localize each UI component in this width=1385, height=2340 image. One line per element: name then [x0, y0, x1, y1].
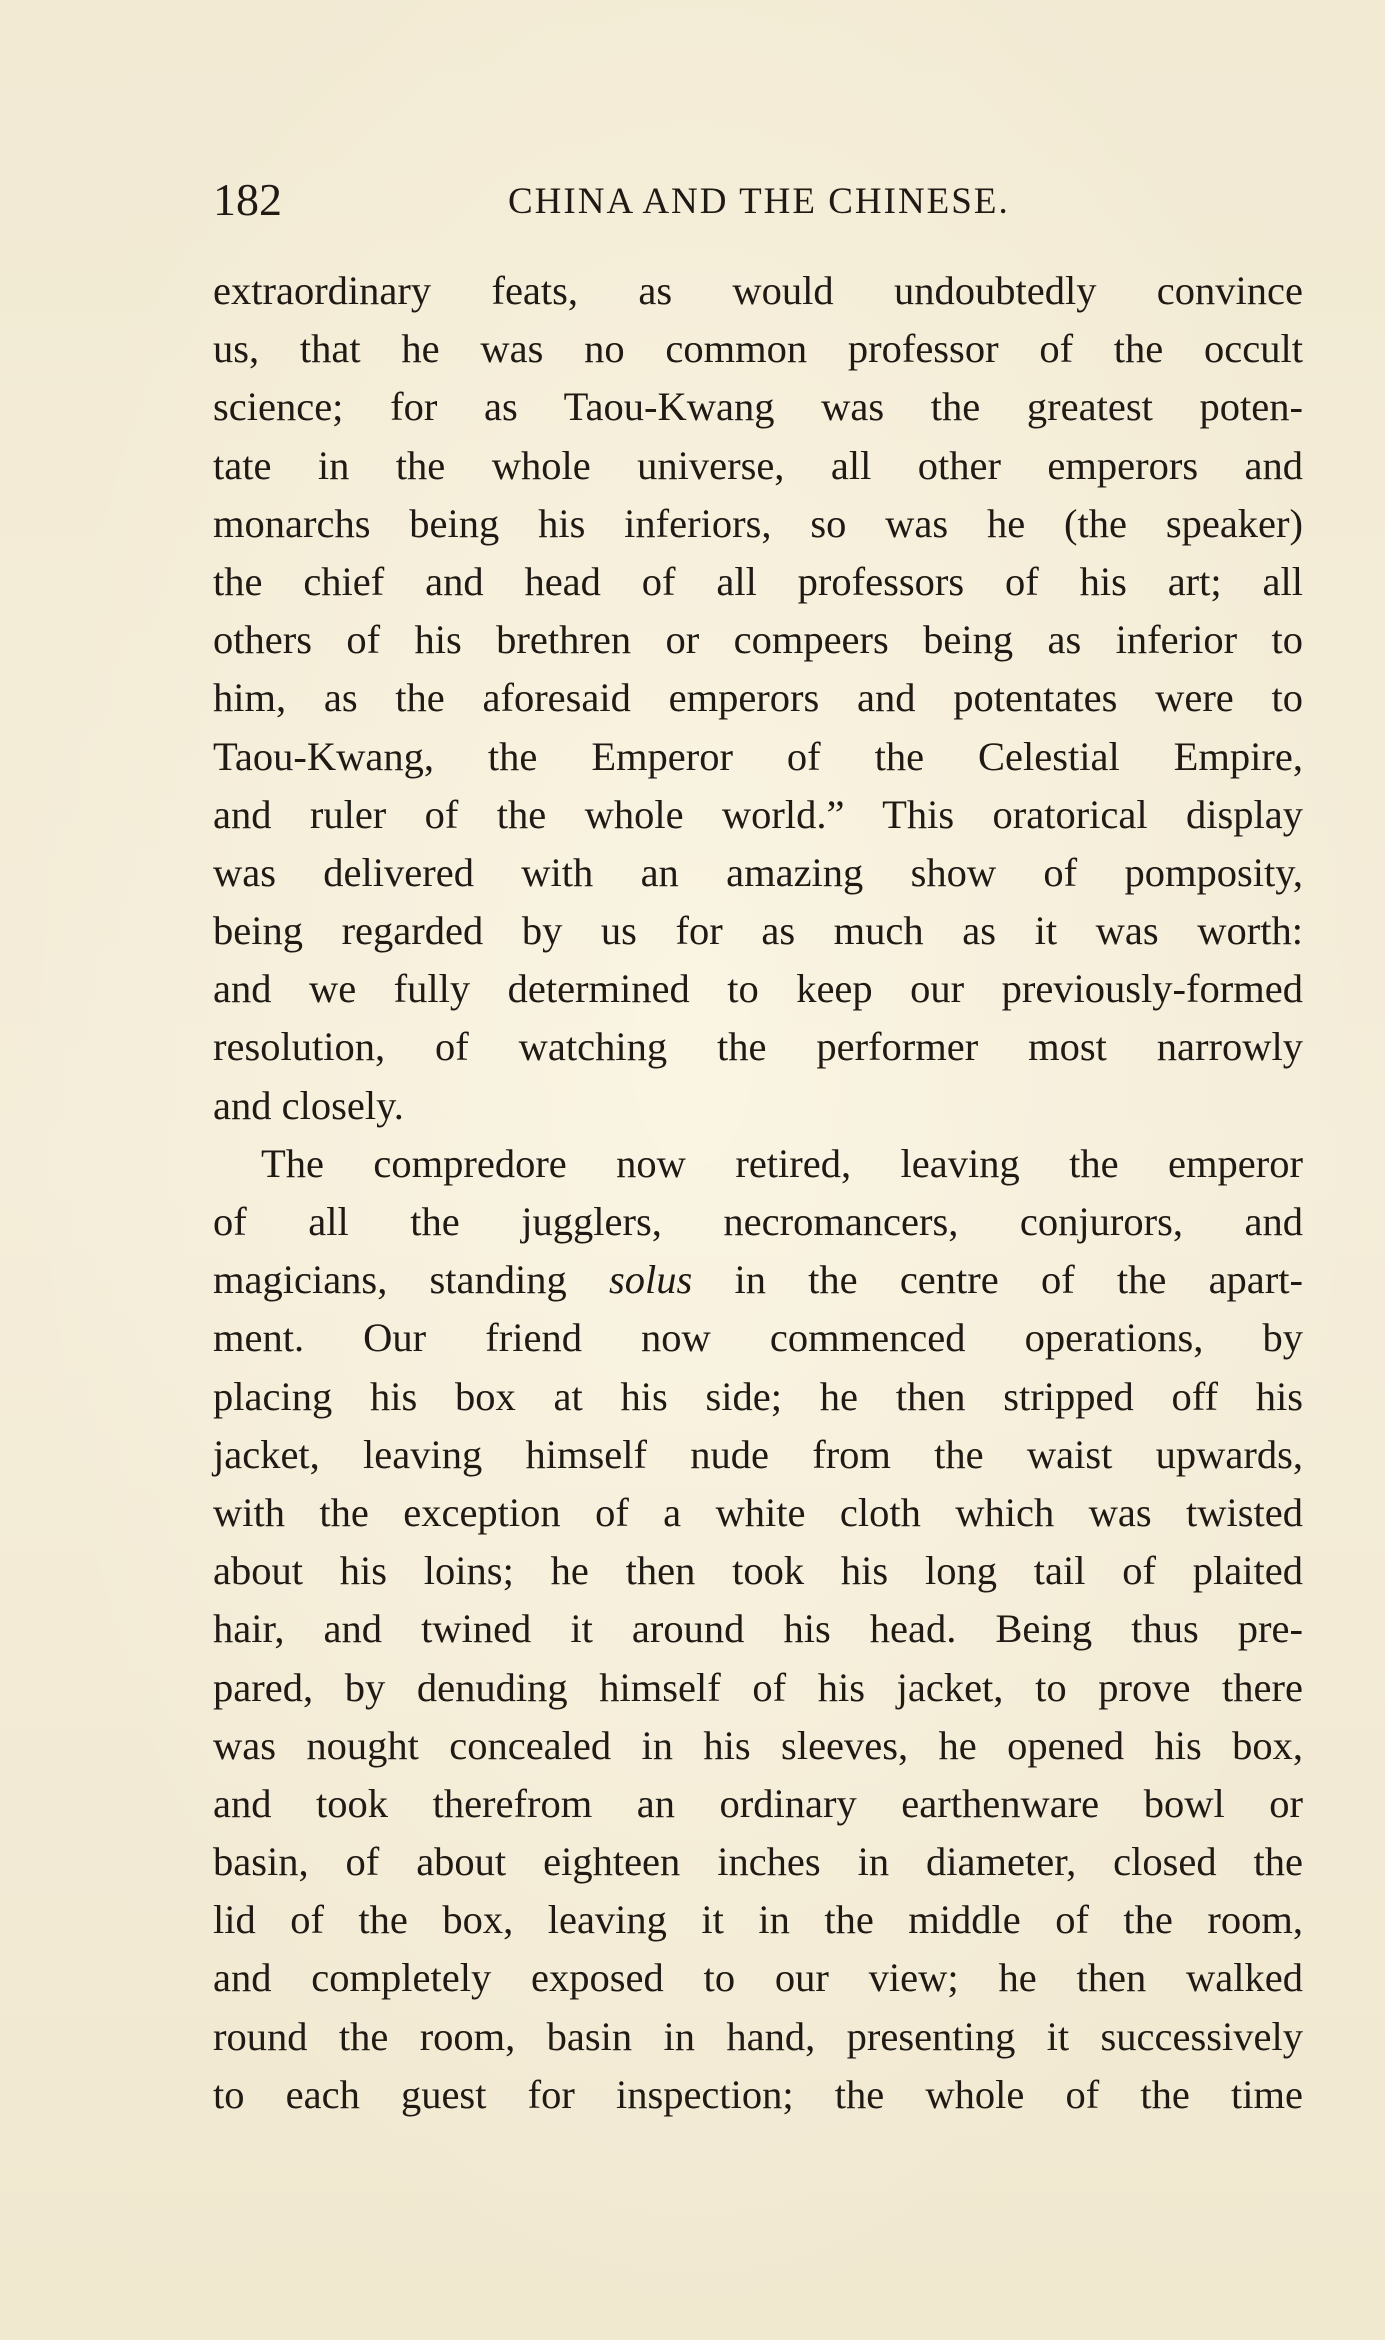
text-line: was nought concealed in his sleeves, he opened his box, [213, 1722, 1303, 1768]
text-line: to each guest for inspection; the whole of the time [213, 2071, 1303, 2117]
text-line: and ruler of the whole world.” This oratorical display [213, 791, 1303, 837]
text-line-with-italic [213, 1251, 1303, 1309]
text-line: Taou-Kwang, the Emperor of the Celestial Empire, [213, 733, 1303, 779]
text-line: us, that he was no common professor of the occult [213, 326, 1303, 372]
text-line: tate in the whole universe, all other emperors and [213, 442, 1303, 488]
text-line: was delivered with an amazing show of pomposity, [213, 849, 1303, 895]
text-line: and closely. [213, 1082, 404, 1128]
text-line: The compredore now retired, leaving the emperor [261, 1140, 1303, 1186]
text-line: science; for as Taou-Kwang was the greatest poten- [213, 384, 1303, 430]
text-line: the chief and head of all professors of his art; all [213, 558, 1303, 604]
page-header [213, 170, 1303, 230]
text-line: about his loins; he then took his long tail of plaited [213, 1548, 1303, 1594]
text-line: jacket, leaving himself nude from the waist upwards, [213, 1431, 1303, 1477]
page-number: 182 [213, 174, 282, 225]
text-line: him, as the aforesaid emperors and potentates were to [213, 675, 1303, 721]
text-line: others of his brethren or compeers being as inferior to [213, 617, 1303, 663]
text-line: basin, of about eighteen inches in diameter, closed the [213, 1839, 1303, 1885]
text-line: extraordinary feats, as would undoubtedly convince [213, 268, 1303, 313]
text-line: and we fully determined to keep our previously-formed [213, 966, 1303, 1012]
text-segment: magicians, standing [213, 1257, 609, 1303]
text-line: of all the jugglers, necromancers, conjurors, and [213, 1199, 1303, 1244]
paragraph-2 [213, 1135, 1303, 2124]
running-title: CHINA AND THE CHINESE. [508, 181, 1010, 222]
text-line: placing his box at his side; he then stripped off his [213, 1373, 1303, 1419]
text-line: being regarded by us for as much as it was worth: [213, 908, 1303, 954]
text-line: round the room, basin in hand, presenting it successively [213, 2013, 1303, 2059]
text-line: ment. Our friend now commenced operations, by [213, 1315, 1303, 1361]
italic-word: solus [608, 1257, 693, 1303]
text-line: resolution, of watching the performer most narrowly [213, 1024, 1303, 1070]
text-line: monarchs being his inferiors, so was he (the speaker) [213, 500, 1303, 546]
text-line: and completely exposed to our view; he then walked [213, 1955, 1303, 2001]
paragraph-1 [213, 262, 1303, 1135]
text-line: hair, and twined it around his head. Being thus pre- [213, 1606, 1303, 1652]
text-line: lid of the box, leaving it in the middle of the room, [213, 1897, 1303, 1943]
text-line: with the exception of a white cloth which was twisted [213, 1489, 1303, 1535]
body-text [213, 262, 1303, 2124]
text-line: pared, by denuding himself of his jacket, to prove there [213, 1664, 1303, 1710]
text-line: and took therefrom an ordinary earthenware bowl or [213, 1780, 1303, 1826]
text-segment: in the centre of the apart- [692, 1257, 1303, 1303]
